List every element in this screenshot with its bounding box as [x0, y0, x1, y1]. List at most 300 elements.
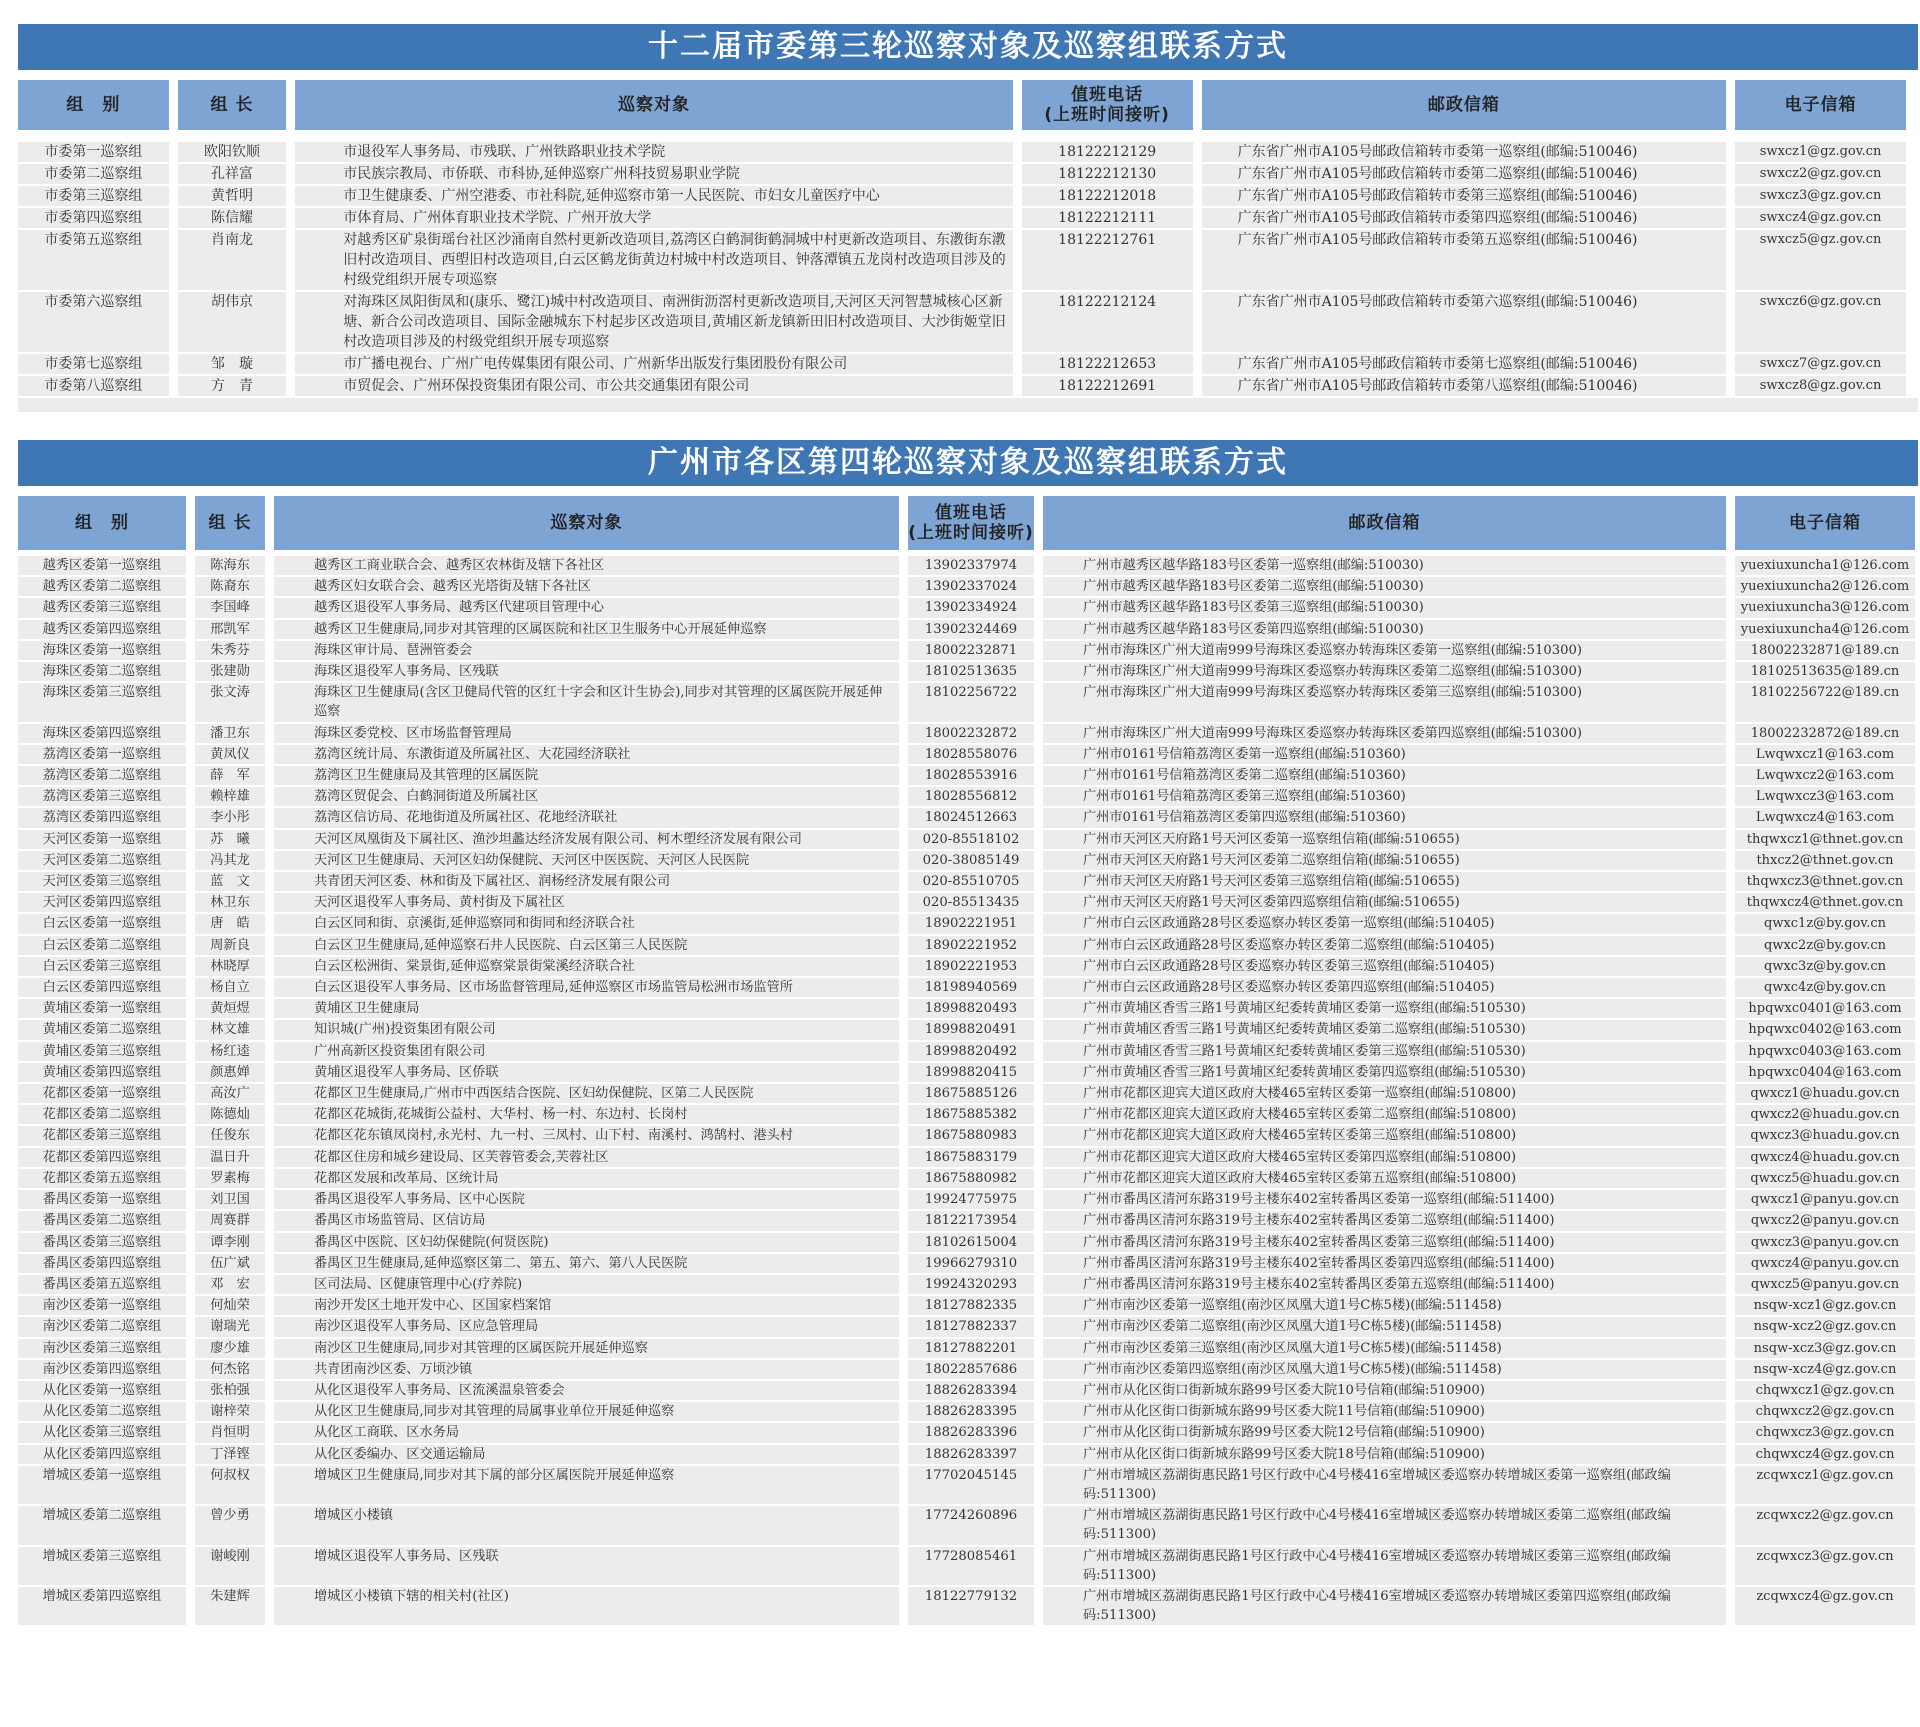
phone-cell: 18902221951: [908, 914, 1034, 933]
table-row: [18, 1126, 1915, 1145]
leader-cell: 李小彤: [195, 808, 265, 827]
email-cell: qwxcz4@huadu.gov.cn: [1735, 1148, 1915, 1167]
phone-cell: 18902221952: [908, 936, 1034, 955]
mail-cell: 广州市0161号信箱荔湾区委第四巡察组(邮编:510360): [1043, 808, 1726, 827]
group-cell: 海珠区委第一巡察组: [18, 641, 186, 660]
table-row: [18, 1587, 1915, 1625]
mail-cell: 广州市黄埔区香雪三路1号黄埔区纪委转黄埔区委第二巡察组(邮编:510530): [1043, 1020, 1726, 1039]
leader-cell: 蓝 文: [195, 872, 265, 891]
table-row: [18, 872, 1915, 891]
mail-cell: 广东省广州市A105号邮政信箱转市委第五巡察组(邮编:510046): [1202, 230, 1727, 290]
target-cell: 花都区花东镇凤岗村,永光村、九一村、三凤村、山下村、南溪村、鸿鹄村、港头村: [274, 1126, 899, 1145]
group-cell: 市委第五巡察组: [18, 230, 169, 290]
email-cell: yuexiuxuncha1@126.com: [1735, 556, 1915, 575]
table-row: [18, 1275, 1915, 1294]
phone-cell: 13902324469: [908, 620, 1034, 639]
target-cell: 白云区同和街、京溪街,延伸巡察同和街同和经济联合社: [274, 914, 899, 933]
phone-cell: 18998820415: [908, 1063, 1034, 1082]
email-cell: 18102513635@189.cn: [1735, 662, 1915, 681]
group-cell: 白云区委第一巡察组: [18, 914, 186, 933]
group-cell: 荔湾区委第三巡察组: [18, 787, 186, 806]
table-row: [18, 1148, 1915, 1167]
table-row: [18, 230, 1906, 290]
target-cell: 从化区卫生健康局,同步对其管理的局属事业单位开展延伸巡察: [274, 1402, 899, 1421]
mail-cell: 广州市天河区天府路1号天河区委第二巡察组信箱(邮编:510655): [1043, 851, 1726, 870]
mail-cell: 广州市天河区天府路1号天河区委第一巡察组信箱(邮编:510655): [1043, 830, 1726, 849]
group-cell: 天河区委第一巡察组: [18, 830, 186, 849]
email-cell: Lwqwxcz3@163.com: [1735, 787, 1915, 806]
leader-cell: 邢凯军: [195, 620, 265, 639]
leader-cell: 何灿荣: [195, 1296, 265, 1315]
phone-cell: 17728085461: [908, 1547, 1034, 1585]
target-cell: 白云区松洲街、棠景街,延伸巡察棠景街棠溪经济联合社: [274, 957, 899, 976]
target-cell: 花都区卫生健康局,广州市中西医结合医院、区妇幼保健院、区第二人民医院: [274, 1084, 899, 1103]
table-row: [18, 354, 1906, 374]
leader-cell: 周赛群: [195, 1211, 265, 1230]
table-header-row: [18, 80, 1906, 130]
target-cell: 市退役军人事务局、市残联、广州铁路职业技术学院: [295, 142, 1013, 162]
mail-cell: 广州市黄埔区香雪三路1号黄埔区纪委转黄埔区委第四巡察组(邮编:510530): [1043, 1063, 1726, 1082]
phone-cell: 18122212018: [1022, 186, 1193, 206]
header-mail: 邮政信箱: [1043, 496, 1726, 550]
email-cell: swxcz6@gz.gov.cn: [1735, 292, 1906, 352]
email-cell: qwxc2z@by.gov.cn: [1735, 936, 1915, 955]
group-cell: 黄埔区委第一巡察组: [18, 999, 186, 1018]
target-cell: 增城区小楼镇: [274, 1506, 899, 1544]
group-cell: 花都区委第四巡察组: [18, 1148, 186, 1167]
group-cell: 荔湾区委第二巡察组: [18, 766, 186, 785]
group-cell: 市委第六巡察组: [18, 292, 169, 352]
table-row: [18, 292, 1906, 352]
phone-cell: 18028556812: [908, 787, 1034, 806]
mail-cell: 广州市从化区街口街新城东路99号区委大院10号信箱(邮编:510900): [1043, 1381, 1726, 1400]
leader-cell: 陈海东: [195, 556, 265, 575]
leader-cell: 林文雄: [195, 1020, 265, 1039]
table-row: [18, 1211, 1915, 1230]
group-cell: 黄埔区委第二巡察组: [18, 1020, 186, 1039]
target-cell: 海珠区卫生健康局(含区卫健局代管的区红十字会和区计生协会),同步对其管理的区属医院开展延伸巡察: [274, 683, 899, 721]
group-cell: 市委第三巡察组: [18, 186, 169, 206]
table-row: [18, 142, 1906, 162]
phone-cell: 18028558076: [908, 745, 1034, 764]
table-row: [18, 830, 1915, 849]
group-cell: 番禺区委第二巡察组: [18, 1211, 186, 1230]
city-committee-section: [18, 24, 1918, 412]
mail-cell: 广州市0161号信箱荔湾区委第二巡察组(邮编:510360): [1043, 766, 1726, 785]
mail-cell: 广州市番禺区清河东路319号主楼东402室转番禺区委第二巡察组(邮编:511400): [1043, 1211, 1726, 1230]
header-leader: 组 长: [178, 80, 287, 130]
email-cell: 18002232871@189.cn: [1735, 641, 1915, 660]
phone-cell: 18826283397: [908, 1445, 1034, 1464]
group-cell: 增城区委第三巡察组: [18, 1547, 186, 1585]
header-group: 组 别: [18, 496, 186, 550]
email-cell: 18102256722@189.cn: [1735, 683, 1915, 721]
mail-cell: 广州市花都区迎宾大道区政府大楼465室转区委第二巡察组(邮编:510800): [1043, 1105, 1726, 1124]
table-row: [18, 1296, 1915, 1315]
table-row: [18, 1360, 1915, 1379]
target-cell: 越秀区卫生健康局,同步对其管理的区属医院和社区卫生服务中心开展延伸巡察: [274, 620, 899, 639]
phone-cell: 18998820492: [908, 1042, 1034, 1061]
section-title: 十二届市委第三轮巡察对象及巡察组联系方式: [18, 24, 1918, 70]
target-cell: 增城区卫生健康局,同步对其下属的部分区属医院开展延伸巡察: [274, 1466, 899, 1504]
leader-cell: 张建勋: [195, 662, 265, 681]
table-row: [18, 1105, 1915, 1124]
group-cell: 海珠区委第四巡察组: [18, 724, 186, 743]
leader-cell: 黄哲明: [178, 186, 287, 206]
leader-cell: 邓 宏: [195, 1275, 265, 1294]
email-cell: swxcz7@gz.gov.cn: [1735, 354, 1906, 374]
mail-cell: 广州市越秀区越华路183号区委第一巡察组(邮编:510030): [1043, 556, 1726, 575]
table-row: [18, 598, 1915, 617]
group-cell: 市委第一巡察组: [18, 142, 169, 162]
target-cell: 增城区退役军人事务局、区残联: [274, 1547, 899, 1585]
phone-cell: 18826283394: [908, 1381, 1034, 1400]
mail-cell: 广州市花都区迎宾大道区政府大楼465室转区委第五巡察组(邮编:510800): [1043, 1169, 1726, 1188]
phone-cell: 18826283396: [908, 1423, 1034, 1442]
table-row: [18, 914, 1915, 933]
target-cell: 市广播电视台、广州广电传媒集团有限公司、广州新华出版发行集团股份有限公司: [295, 354, 1013, 374]
phone-cell: 020-85518102: [908, 830, 1034, 849]
target-cell: 越秀区工商业联合会、越秀区农林街及辖下各社区: [274, 556, 899, 575]
header-phone: 值班电话 (上班时间接听): [1022, 80, 1193, 130]
mail-cell: 广州市番禺区清河东路319号主楼东402室转番禺区委第四巡察组(邮编:511400): [1043, 1254, 1726, 1273]
target-cell: 天河区卫生健康局、天河区妇幼保健院、天河区中医医院、天河区人民医院: [274, 851, 899, 870]
mail-cell: 广州市海珠区广州大道南999号海珠区委巡察办转海珠区委第三巡察组(邮编:510300): [1043, 683, 1726, 721]
mail-cell: 广州市黄埔区香雪三路1号黄埔区纪委转黄埔区委第三巡察组(邮编:510530): [1043, 1042, 1726, 1061]
target-cell: 番禺区退役军人事务局、区中心医院: [274, 1190, 899, 1209]
email-cell: qwxc1z@by.gov.cn: [1735, 914, 1915, 933]
group-cell: 黄埔区委第四巡察组: [18, 1063, 186, 1082]
group-cell: 增城区委第四巡察组: [18, 1587, 186, 1625]
leader-cell: 陈德灿: [195, 1105, 265, 1124]
mail-cell: 广州市南沙区委第一巡察组(南沙区凤凰大道1号C栋5楼)(邮编:511458): [1043, 1296, 1726, 1315]
table-row: [18, 1402, 1915, 1421]
email-cell: zcqwxcz2@gz.gov.cn: [1735, 1506, 1915, 1544]
header-target: 巡察对象: [274, 496, 899, 550]
target-cell: 从化区退役军人事务局、区流溪温泉管委会: [274, 1381, 899, 1400]
email-cell: Lwqwxcz2@163.com: [1735, 766, 1915, 785]
table-row: [18, 851, 1915, 870]
group-cell: 市委第八巡察组: [18, 376, 169, 396]
group-cell: 天河区委第二巡察组: [18, 851, 186, 870]
phone-cell: 18122779132: [908, 1587, 1034, 1625]
email-cell: 18002232872@189.cn: [1735, 724, 1915, 743]
leader-cell: 张柏强: [195, 1381, 265, 1400]
leader-cell: 肖南龙: [178, 230, 287, 290]
email-cell: yuexiuxuncha4@126.com: [1735, 620, 1915, 639]
email-cell: qwxc3z@by.gov.cn: [1735, 957, 1915, 976]
email-cell: swxcz2@gz.gov.cn: [1735, 164, 1906, 184]
mail-cell: 广州市从化区街口街新城东路99号区委大院18号信箱(邮编:510900): [1043, 1445, 1726, 1464]
leader-cell: 薛 军: [195, 766, 265, 785]
leader-cell: 张文涛: [195, 683, 265, 721]
email-cell: qwxcz5@huadu.gov.cn: [1735, 1169, 1915, 1188]
leader-cell: 潘卫东: [195, 724, 265, 743]
email-cell: qwxcz2@huadu.gov.cn: [1735, 1105, 1915, 1124]
table-row: [18, 808, 1915, 827]
header-email: 电子信箱: [1735, 80, 1906, 130]
header-leader: 组 长: [195, 496, 265, 550]
leader-cell: 刘卫国: [195, 1190, 265, 1209]
phone-cell: 18102256722: [908, 683, 1034, 721]
table-row: [18, 662, 1915, 681]
table-row: [18, 1084, 1915, 1103]
phone-cell: 17702045145: [908, 1466, 1034, 1504]
phone-cell: 18902221953: [908, 957, 1034, 976]
email-cell: nsqw-xcz2@gz.gov.cn: [1735, 1317, 1915, 1336]
table-row: [18, 1063, 1915, 1082]
target-cell: 荔湾区贸促会、白鹤洞街道及所属社区: [274, 787, 899, 806]
leader-cell: 孔祥富: [178, 164, 287, 184]
email-cell: swxcz1@gz.gov.cn: [1735, 142, 1906, 162]
email-cell: qwxcz2@panyu.gov.cn: [1735, 1211, 1915, 1230]
phone-cell: 18122212124: [1022, 292, 1193, 352]
group-cell: 花都区委第三巡察组: [18, 1126, 186, 1145]
phone-cell: 020-38085149: [908, 851, 1034, 870]
table-row: [18, 1506, 1915, 1544]
leader-cell: 何叔权: [195, 1466, 265, 1504]
target-cell: 荔湾区卫生健康局及其管理的区属医院: [274, 766, 899, 785]
mail-cell: 广东省广州市A105号邮政信箱转市委第一巡察组(邮编:510046): [1202, 142, 1727, 162]
group-cell: 从化区委第三巡察组: [18, 1423, 186, 1442]
district-committee-table: [9, 494, 1920, 1627]
email-cell: thqwxcz3@thnet.gov.cn: [1735, 872, 1915, 891]
mail-cell: 广州市番禺区清河东路319号主楼东402室转番禺区委第三巡察组(邮编:511400): [1043, 1233, 1726, 1252]
target-cell: 南沙开发区土地开发中心、区国家档案馆: [274, 1296, 899, 1315]
target-cell: 从化区工商联、区水务局: [274, 1423, 899, 1442]
leader-cell: 赖梓雄: [195, 787, 265, 806]
table-row: [18, 787, 1915, 806]
email-cell: chqwxcz3@gz.gov.cn: [1735, 1423, 1915, 1442]
group-cell: 番禺区委第三巡察组: [18, 1233, 186, 1252]
target-cell: 花都区住房和城乡建设局、区芙蓉管委会,芙蓉社区: [274, 1148, 899, 1167]
table-row: [18, 1233, 1915, 1252]
group-cell: 天河区委第三巡察组: [18, 872, 186, 891]
table-row: [18, 556, 1915, 575]
group-cell: 花都区委第五巡察组: [18, 1169, 186, 1188]
group-cell: 越秀区委第四巡察组: [18, 620, 186, 639]
table-row: [18, 186, 1906, 206]
target-cell: 知识城(广州)投资集团有限公司: [274, 1020, 899, 1039]
email-cell: qwxcz3@panyu.gov.cn: [1735, 1233, 1915, 1252]
header-mail: 邮政信箱: [1202, 80, 1727, 130]
phone-cell: 18024512663: [908, 808, 1034, 827]
email-cell: thqwxcz1@thnet.gov.cn: [1735, 830, 1915, 849]
group-cell: 市委第四巡察组: [18, 208, 169, 228]
mail-cell: 广州市海珠区广州大道南999号海珠区委巡察办转海珠区委第四巡察组(邮编:510300): [1043, 724, 1726, 743]
mail-cell: 广州市花都区迎宾大道区政府大楼465室转区委第三巡察组(邮编:510800): [1043, 1126, 1726, 1145]
leader-cell: 丁泽铿: [195, 1445, 265, 1464]
leader-cell: 李国峰: [195, 598, 265, 617]
group-cell: 海珠区委第二巡察组: [18, 662, 186, 681]
mail-cell: 广州市从化区街口街新城东路99号区委大院12号信箱(邮编:510900): [1043, 1423, 1726, 1442]
group-cell: 从化区委第一巡察组: [18, 1381, 186, 1400]
email-cell: thqwxcz4@thnet.gov.cn: [1735, 893, 1915, 912]
phone-cell: 18675880982: [908, 1169, 1034, 1188]
mail-cell: 广州市0161号信箱荔湾区委第三巡察组(邮编:510360): [1043, 787, 1726, 806]
phone-cell: 020-85513435: [908, 893, 1034, 912]
phone-cell: 18998820491: [908, 1020, 1034, 1039]
email-cell: swxcz5@gz.gov.cn: [1735, 230, 1906, 290]
phone-cell: 18122173954: [908, 1211, 1034, 1230]
email-cell: qwxc4z@by.gov.cn: [1735, 978, 1915, 997]
table-header-row: [18, 496, 1915, 550]
email-cell: nsqw-xcz4@gz.gov.cn: [1735, 1360, 1915, 1379]
phone-cell: 17724260896: [908, 1506, 1034, 1544]
leader-cell: 方 青: [178, 376, 287, 396]
table-row: [18, 957, 1915, 976]
phone-cell: 18102615004: [908, 1233, 1034, 1252]
table-row: [18, 745, 1915, 764]
phone-cell: 18002232872: [908, 724, 1034, 743]
table-row: [18, 1547, 1915, 1585]
mail-cell: 广州市越秀区越华路183号区委第二巡察组(邮编:510030): [1043, 577, 1726, 596]
target-cell: 区司法局、区健康管理中心(疗养院): [274, 1275, 899, 1294]
email-cell: hpqwxc0403@163.com: [1735, 1042, 1915, 1061]
group-cell: 白云区委第二巡察组: [18, 936, 186, 955]
group-cell: 南沙区委第二巡察组: [18, 1317, 186, 1336]
phone-cell: 18002232871: [908, 641, 1034, 660]
mail-cell: 广州市番禺区清河东路319号主楼东402室转番禺区委第五巡察组(邮编:511400): [1043, 1275, 1726, 1294]
mail-cell: 广州市海珠区广州大道南999号海珠区委巡察办转海珠区委第二巡察组(邮编:510300): [1043, 662, 1726, 681]
table-row: [18, 1317, 1915, 1336]
phone-cell: 19924320293: [908, 1275, 1034, 1294]
target-cell: 海珠区退役军人事务局、区残联: [274, 662, 899, 681]
target-cell: 越秀区妇女联合会、越秀区光塔街及辖下各社区: [274, 577, 899, 596]
target-cell: 天河区凤凰街及下属社区、渔沙坦蠡达经济发展有限公司、柯木塱经济发展有限公司: [274, 830, 899, 849]
phone-cell: 13902334924: [908, 598, 1034, 617]
mail-cell: 广州市越秀区越华路183号区委第三巡察组(邮编:510030): [1043, 598, 1726, 617]
mail-cell: 广州市南沙区委第三巡察组(南沙区凤凰大道1号C栋5楼)(邮编:511458): [1043, 1339, 1726, 1358]
leader-cell: 周新良: [195, 936, 265, 955]
group-cell: 花都区委第二巡察组: [18, 1105, 186, 1124]
target-cell: 黄埔区退役军人事务局、区侨联: [274, 1063, 899, 1082]
leader-cell: 唐 皓: [195, 914, 265, 933]
table-row: [18, 208, 1906, 228]
email-cell: chqwxcz4@gz.gov.cn: [1735, 1445, 1915, 1464]
group-cell: 荔湾区委第一巡察组: [18, 745, 186, 764]
table-row: [18, 1254, 1915, 1273]
target-cell: 番禺区市场监管局、区信访局: [274, 1211, 899, 1230]
group-cell: 番禺区委第一巡察组: [18, 1190, 186, 1209]
email-cell: hpqwxc0404@163.com: [1735, 1063, 1915, 1082]
leader-cell: 罗素梅: [195, 1169, 265, 1188]
group-cell: 白云区委第三巡察组: [18, 957, 186, 976]
mail-cell: 广州市白云区政通路28号区委巡察办转区委第一巡察组(邮编:510405): [1043, 914, 1726, 933]
leader-cell: 颜惠婵: [195, 1063, 265, 1082]
target-cell: 对越秀区矿泉街瑶台社区沙涌南自然村更新改造项目,荔湾区白鹤洞街鹤洞城中村更新改造项目、东漖街东漖旧村改造项目、西塱旧村改造项目,白云区鹤龙街黄边村城中村改造项目、钟落潭镇五龙岗村改造项目涉及的村级党组织开展专项巡察: [295, 230, 1013, 290]
target-cell: 番禺区卫生健康局,延伸巡察区第二、第五、第六、第八人民医院: [274, 1254, 899, 1273]
mail-cell: 广州市从化区街口街新城东路99号区委大院11号信箱(邮编:510900): [1043, 1402, 1726, 1421]
phone-cell: 18998820493: [908, 999, 1034, 1018]
email-cell: zcqwxcz3@gz.gov.cn: [1735, 1547, 1915, 1585]
leader-cell: 黄烜煜: [195, 999, 265, 1018]
group-cell: 南沙区委第三巡察组: [18, 1339, 186, 1358]
phone-cell: 18122212130: [1022, 164, 1193, 184]
mail-cell: 广州市白云区政通路28号区委巡察办转区委第三巡察组(邮编:510405): [1043, 957, 1726, 976]
target-cell: 天河区退役军人事务局、黄村街及下属社区: [274, 893, 899, 912]
group-cell: 番禺区委第五巡察组: [18, 1275, 186, 1294]
leader-cell: 冯其龙: [195, 851, 265, 870]
city-committee-table: [9, 78, 1915, 398]
leader-cell: 胡伟京: [178, 292, 287, 352]
phone-cell: 13902337024: [908, 577, 1034, 596]
mail-cell: 广东省广州市A105号邮政信箱转市委第六巡察组(邮编:510046): [1202, 292, 1727, 352]
leader-cell: 何杰铭: [195, 1360, 265, 1379]
leader-cell: 曾少勇: [195, 1506, 265, 1544]
group-cell: 越秀区委第一巡察组: [18, 556, 186, 575]
table-row: [18, 1339, 1915, 1358]
leader-cell: 高汝广: [195, 1084, 265, 1103]
leader-cell: 欧阳钦顺: [178, 142, 287, 162]
target-cell: 荔湾区统计局、东漖街道及所属社区、大花园经济联社: [274, 745, 899, 764]
phone-cell: 18122212111: [1022, 208, 1193, 228]
table-row: [18, 1466, 1915, 1504]
group-cell: 黄埔区委第三巡察组: [18, 1042, 186, 1061]
leader-cell: 谢梓荣: [195, 1402, 265, 1421]
table-row: [18, 936, 1915, 955]
target-cell: 荔湾区信访局、花地街道及所属社区、花地经济联社: [274, 808, 899, 827]
header-target: 巡察对象: [295, 80, 1013, 130]
leader-cell: 肖恒明: [195, 1423, 265, 1442]
header-group: 组 别: [18, 80, 169, 130]
mail-cell: 广州市白云区政通路28号区委巡察办转区委第二巡察组(邮编:510405): [1043, 936, 1726, 955]
table-row: [18, 1423, 1915, 1442]
mail-cell: 广州市越秀区越华路183号区委第四巡察组(邮编:510030): [1043, 620, 1726, 639]
target-cell: 从化区委编办、区交通运输局: [274, 1445, 899, 1464]
mail-cell: 广州市番禺区清河东路319号主楼东402室转番禺区委第一巡察组(邮编:511400): [1043, 1190, 1726, 1209]
group-cell: 花都区委第一巡察组: [18, 1084, 186, 1103]
target-cell: 市卫生健康委、广州空港委、市社科院,延伸巡察市第一人民医院、市妇女儿童医疗中心: [295, 186, 1013, 206]
section-title: 广州市各区第四轮巡察对象及巡察组联系方式: [18, 440, 1918, 486]
mail-cell: 广州市增城区荔湖街惠民路1号区行政中心4号楼416室增城区委巡察办转增城区委第一巡察组(邮政编码:511300): [1043, 1466, 1726, 1504]
table-row: [18, 766, 1915, 785]
email-cell: qwxcz5@panyu.gov.cn: [1735, 1275, 1915, 1294]
email-cell: chqwxcz1@gz.gov.cn: [1735, 1381, 1915, 1400]
group-cell: 南沙区委第一巡察组: [18, 1296, 186, 1315]
phone-cell: 18122212761: [1022, 230, 1193, 290]
table-row: [18, 1169, 1915, 1188]
target-cell: 南沙区卫生健康局,同步对其管理的区属医院开展延伸巡察: [274, 1339, 899, 1358]
table-row: [18, 893, 1915, 912]
phone-cell: 18102513635: [908, 662, 1034, 681]
table-row: [18, 1020, 1915, 1039]
table-row: [18, 1445, 1915, 1464]
phone-cell: 18127882201: [908, 1339, 1034, 1358]
target-cell: 市体育局、广州体育职业技术学院、广州开放大学: [295, 208, 1013, 228]
group-cell: 越秀区委第二巡察组: [18, 577, 186, 596]
table-row: [18, 641, 1915, 660]
group-cell: 海珠区委第三巡察组: [18, 683, 186, 721]
target-cell: 白云区退役军人事务局、区市场监督管理局,延伸巡察区市场监管局松洲市场监管所: [274, 978, 899, 997]
mail-cell: 广东省广州市A105号邮政信箱转市委第三巡察组(邮编:510046): [1202, 186, 1727, 206]
mail-cell: 广州市花都区迎宾大道区政府大楼465室转区委第一巡察组(邮编:510800): [1043, 1084, 1726, 1103]
mail-cell: 广州市海珠区广州大道南999号海珠区委巡察办转海珠区委第一巡察组(邮编:510300): [1043, 641, 1726, 660]
email-cell: chqwxcz2@gz.gov.cn: [1735, 1402, 1915, 1421]
phone-cell: 18127882337: [908, 1317, 1034, 1336]
leader-cell: 邹 璇: [178, 354, 287, 374]
leader-cell: 陈信耀: [178, 208, 287, 228]
leader-cell: 朱秀芬: [195, 641, 265, 660]
mail-cell: 广东省广州市A105号邮政信箱转市委第七巡察组(邮编:510046): [1202, 354, 1727, 374]
target-cell: 增城区小楼镇下辖的相关村(社区): [274, 1587, 899, 1625]
target-cell: 越秀区退役军人事务局、越秀区代建项目管理中心: [274, 598, 899, 617]
group-cell: 从化区委第四巡察组: [18, 1445, 186, 1464]
email-cell: thxcz2@thnet.gov.cn: [1735, 851, 1915, 870]
phone-cell: 18122212691: [1022, 376, 1193, 396]
mail-cell: 广东省广州市A105号邮政信箱转市委第四巡察组(邮编:510046): [1202, 208, 1727, 228]
phone-cell: 19966279310: [908, 1254, 1034, 1273]
